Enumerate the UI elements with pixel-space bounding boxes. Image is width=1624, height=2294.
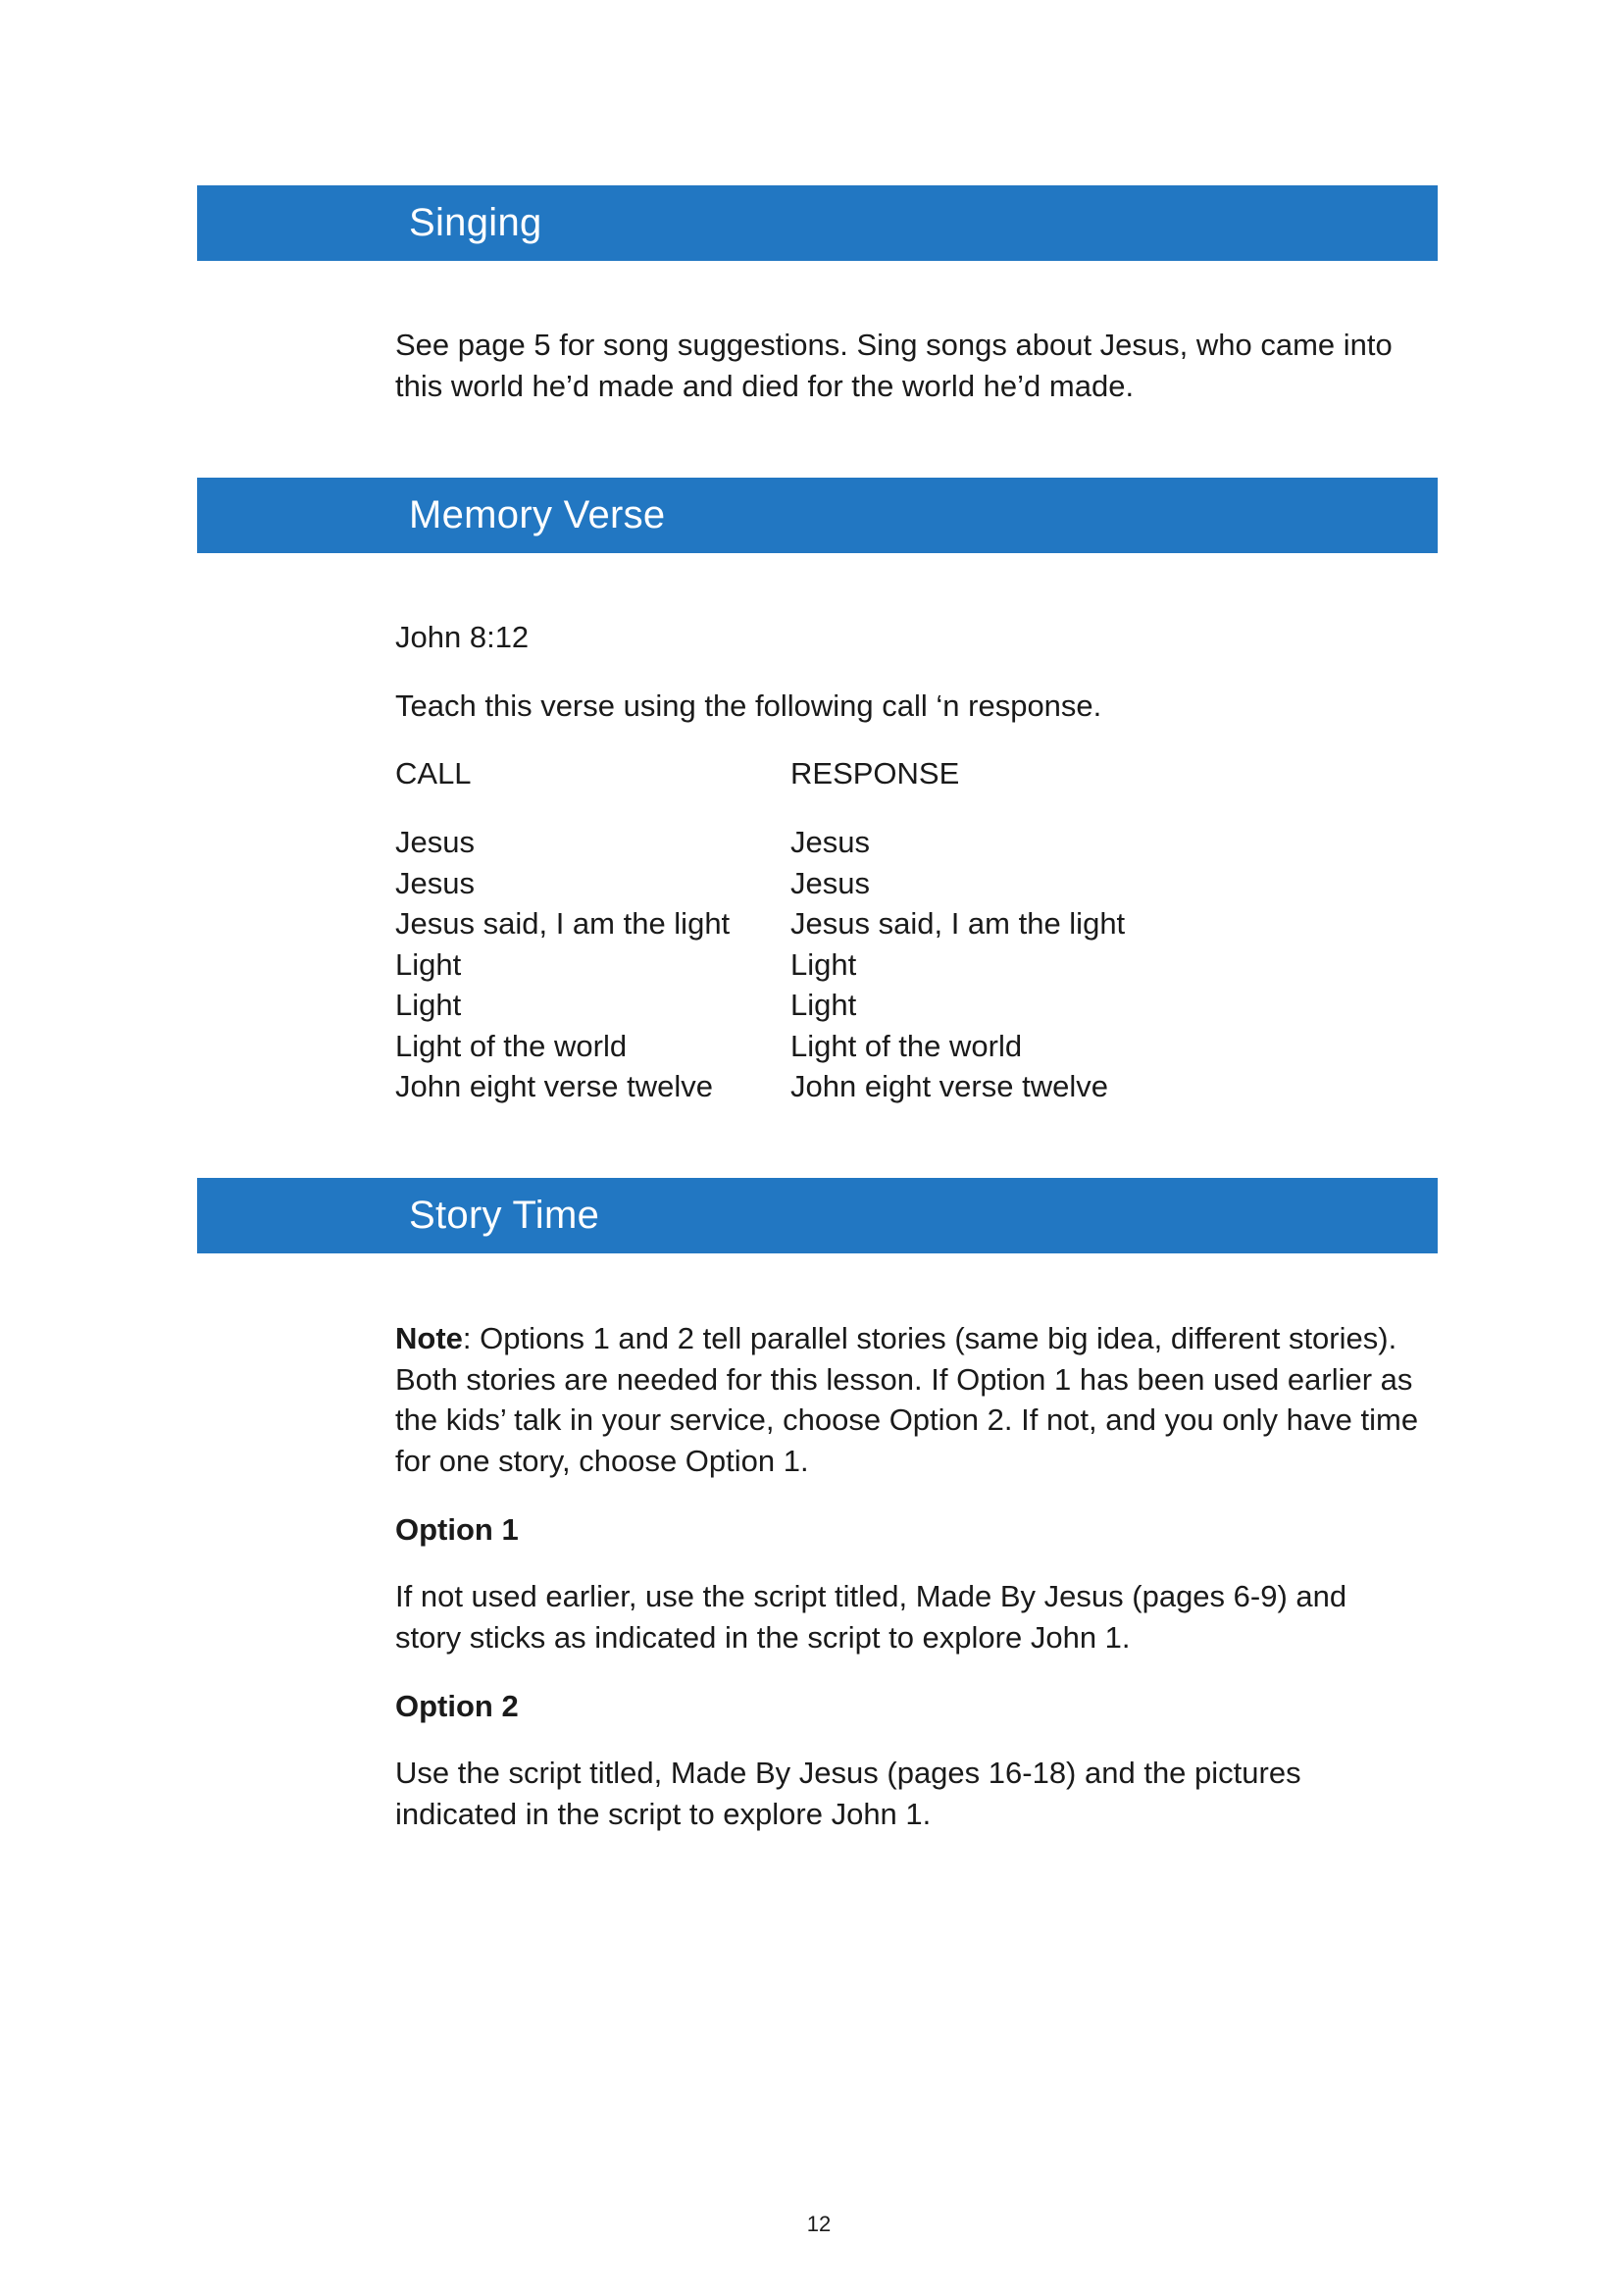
response-line: Jesus: [790, 825, 870, 859]
section-title: Memory Verse: [409, 493, 666, 536]
response-line: Light: [790, 988, 857, 1022]
call-list: [395, 822, 730, 1107]
response-line: Light: [790, 946, 857, 982]
call-line: Light of the world: [395, 1028, 628, 1063]
response-line: Jesus: [790, 865, 870, 900]
call-line: Light: [395, 988, 462, 1022]
verse-reference: John 8:12: [395, 620, 530, 654]
verse-instruction: Teach this verse using the following call ‘n response.: [395, 688, 1102, 723]
singing-body: See page 5 for song suggestions. Sing songs about Jesus, who came into this world he’d made and died for the world he’d made.: [395, 328, 1393, 403]
response-line: John eight verse twelve: [790, 1069, 1108, 1103]
option-1-heading: Option 1: [395, 1512, 519, 1547]
section-header-memory-verse: [197, 478, 1438, 553]
option-2-heading: Option 2: [395, 1689, 519, 1723]
page-number: 12: [806, 2212, 832, 2236]
section-header-story-time: [197, 1178, 1438, 1253]
note-text: : Options 1 and 2 tell parallel stories (same big idea, different stories). Both stories are needed for this lesson. If Option 1 has been used earlier as the kids’ talk in your service, choose Option 2. If not, and you only have time for one story, choose Option 1.: [395, 1321, 1419, 1478]
call-line: Jesus: [395, 825, 475, 859]
call-line: Light: [395, 946, 462, 982]
section-header-singing: [197, 185, 1438, 261]
response-line: Jesus said, I am the light: [790, 906, 1126, 941]
call-column-header: CALL: [395, 756, 472, 790]
call-line: Jesus said, I am the light: [395, 906, 731, 941]
option-2-text: Use the script titled, Made By Jesus (pages 16-18) and the pictures indicated in the script to explore John 1.: [395, 1756, 1301, 1831]
response-list: [790, 822, 1125, 1107]
story-note: [395, 1318, 1445, 1481]
section-title: Singing: [409, 201, 542, 244]
note-label: Note: [395, 1321, 463, 1355]
call-line: John eight verse twelve: [395, 1069, 713, 1103]
option-1-text: If not used earlier, use the script titled, Made By Jesus (pages 6-9) and story sticks as indicated in the script to explore John 1.: [395, 1579, 1347, 1655]
response-column-header: RESPONSE: [790, 756, 960, 790]
response-line: Light of the world: [790, 1028, 1023, 1063]
section-title: Story Time: [409, 1194, 600, 1237]
call-line: Jesus: [395, 865, 475, 900]
